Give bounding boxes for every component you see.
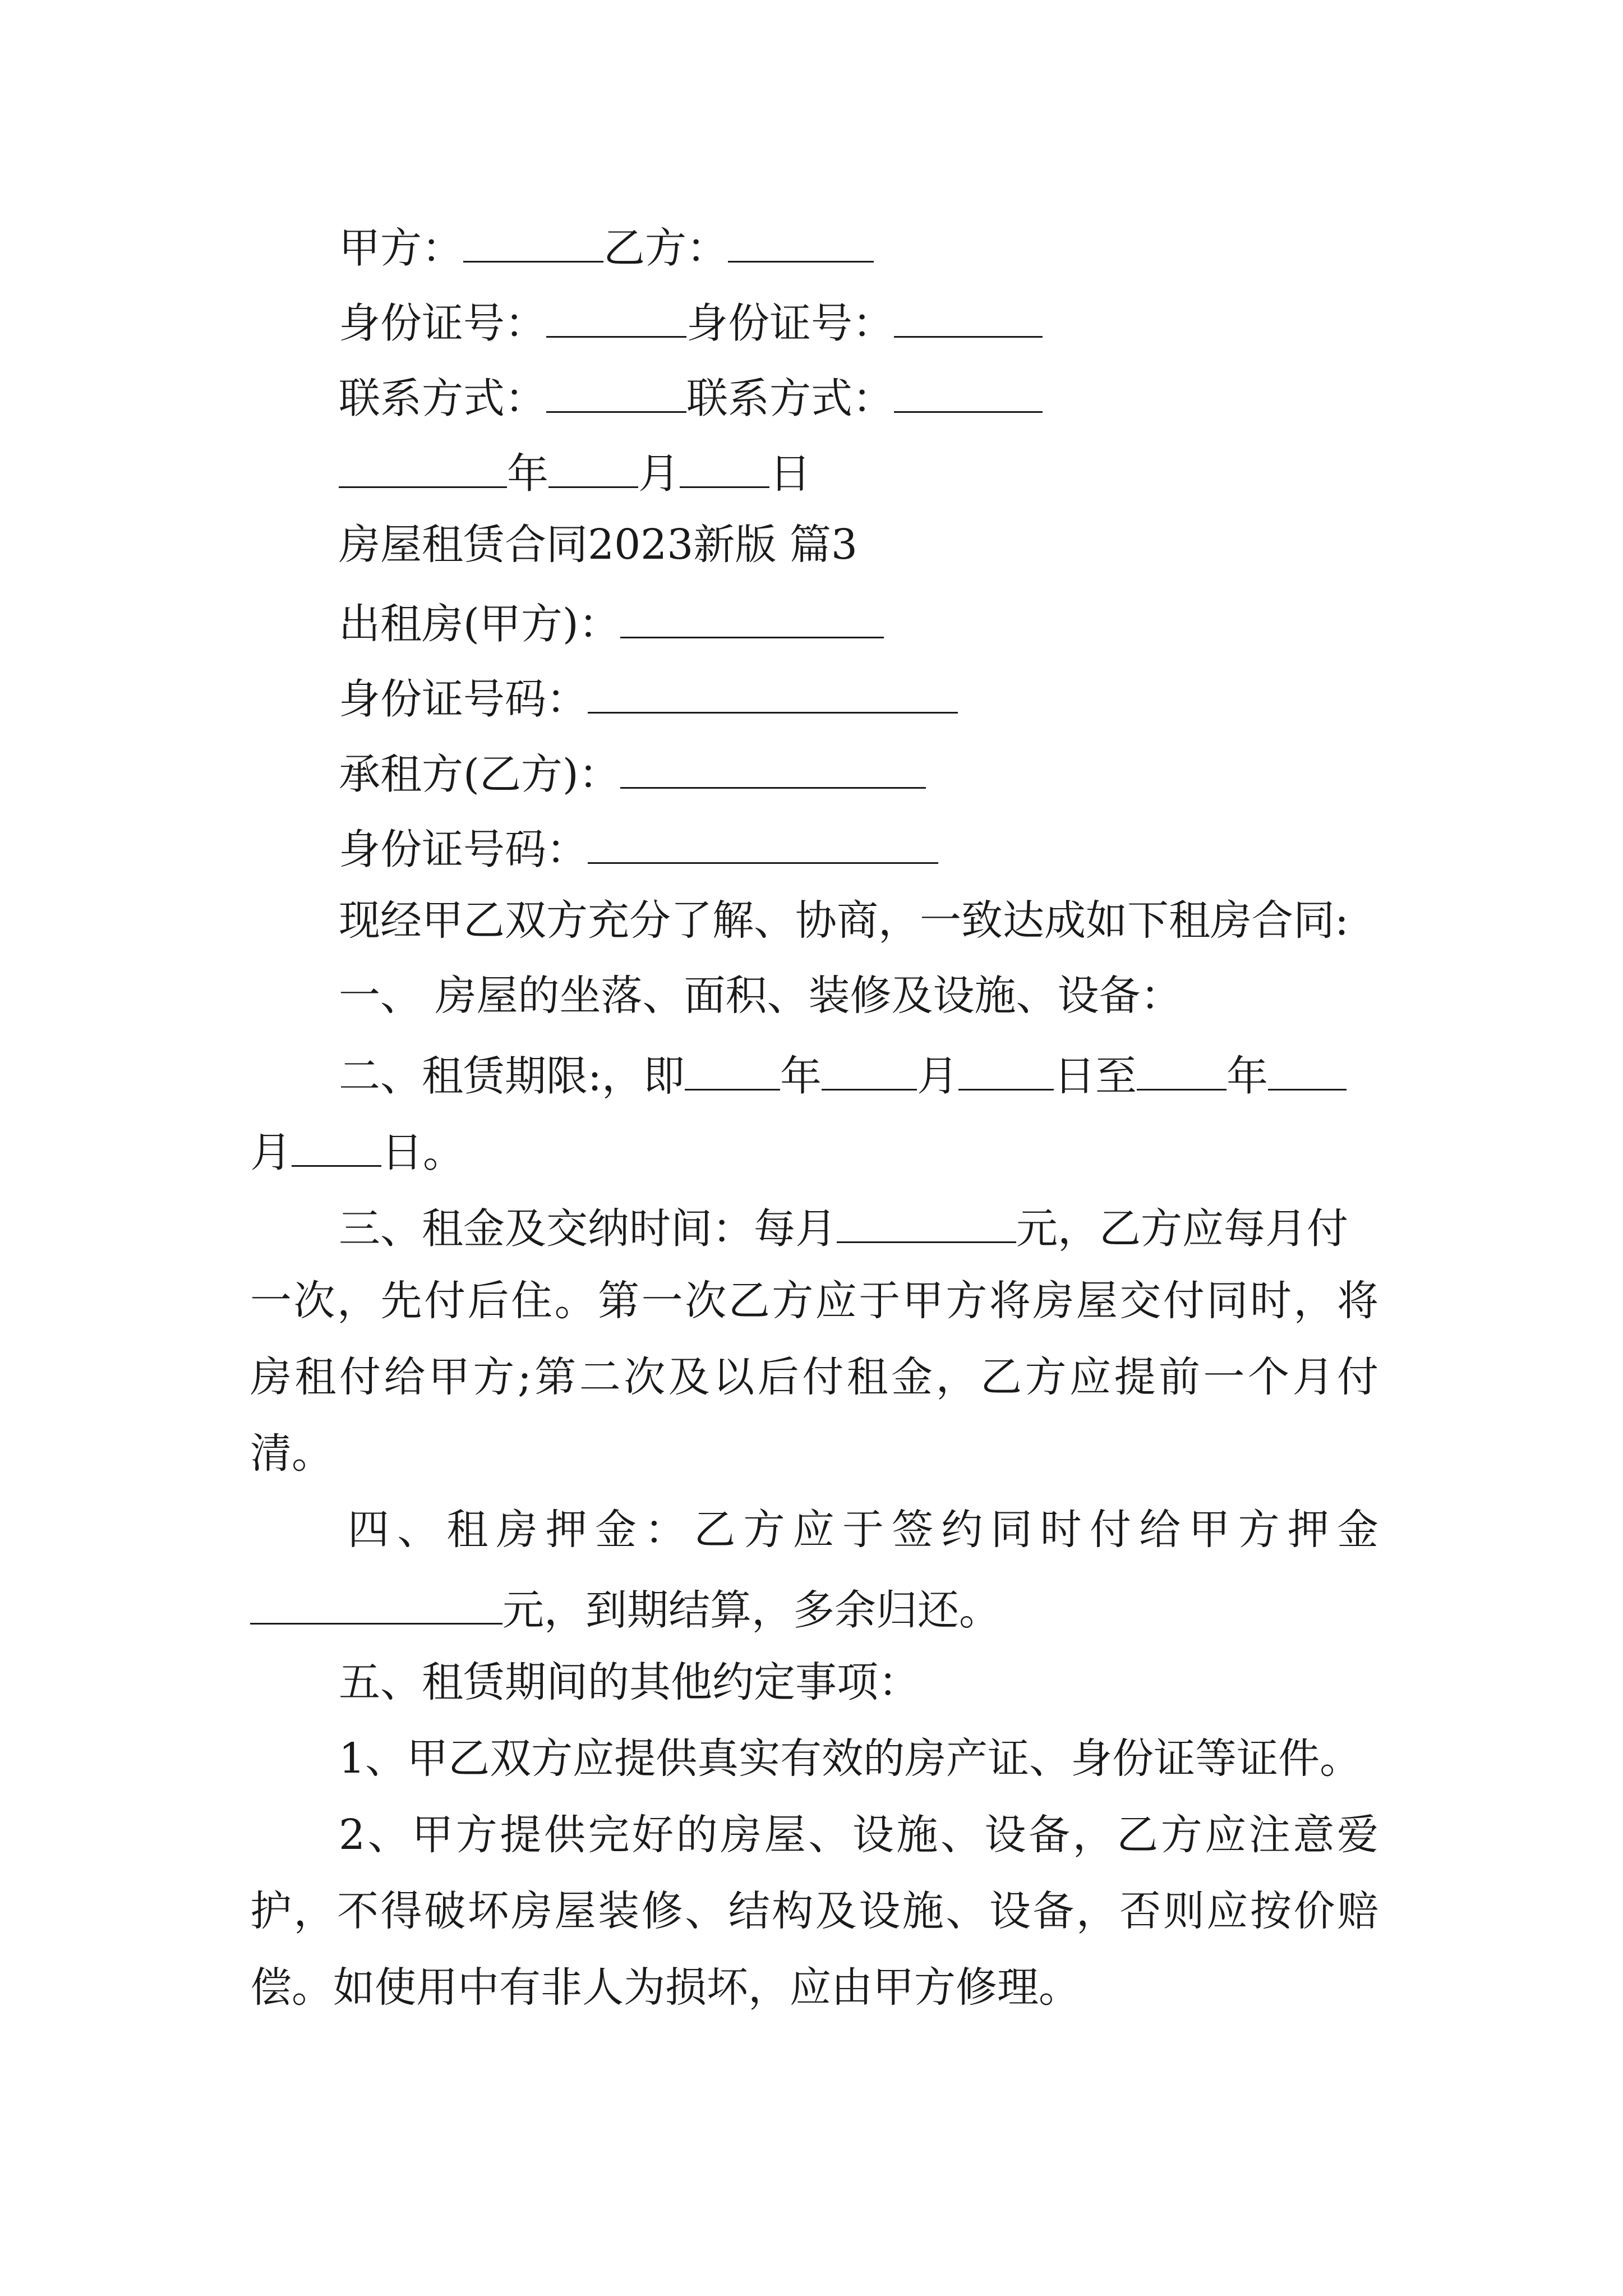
section-4-line-2 (250, 1585, 1000, 1635)
lessor-id-blank (588, 674, 958, 714)
day-blank (680, 449, 769, 488)
party-b-contact-label: 联系方式： (686, 374, 894, 423)
party-a-contact-label: 联系方式： (339, 374, 546, 423)
end-year-blank (1137, 1051, 1227, 1091)
party-b-label: 乙方： (603, 224, 728, 273)
party-b-contact-blank (894, 374, 1043, 413)
party-b-blank (728, 223, 874, 263)
party-b-id-blank (894, 298, 1043, 338)
lessee-line (339, 749, 926, 799)
start-day-blank (958, 1051, 1054, 1091)
contract-title: 房屋租赁合同2023新版 篇3 (339, 521, 857, 569)
lessor-line (339, 599, 884, 648)
deposit-blank (250, 1585, 502, 1625)
contact-line (339, 374, 1043, 423)
lessor-id-line (339, 674, 958, 724)
section-1: 一、 房屋的坐落、面积、装修及设施、设备： (339, 972, 1182, 1020)
rent-blank (837, 1204, 1016, 1243)
end-month-label: 月 (250, 1128, 292, 1177)
lessee-id-blank (588, 825, 938, 864)
year-blank (339, 449, 507, 488)
start-month-label: 月 (916, 1052, 958, 1101)
end-year-label: 年 (1226, 1052, 1268, 1101)
party-a-id-label: 身份证号： (339, 299, 546, 348)
party-a-blank (463, 223, 603, 263)
item-1: 1、甲乙双方应提供真实有效的房产证、身份证等证件。 (339, 1734, 1362, 1783)
end-month-blank-a (1268, 1051, 1347, 1091)
lessor-blank (620, 599, 884, 638)
section-2-line-1 (339, 1051, 1347, 1101)
term-label: 二、租赁期限:，即 (339, 1052, 685, 1101)
party-a-label: 甲方： (339, 224, 463, 273)
lessee-label: 承租方(乙方)： (339, 750, 620, 799)
intro-paragraph: 现经甲乙双方充分了解、协商，一致达成如下租房合同: (339, 896, 1349, 945)
section-3-line-1 (339, 1204, 1348, 1253)
end-day-blank (292, 1128, 381, 1167)
section-5: 五、租赁期间的其他约定事项： (339, 1658, 920, 1706)
deposit-tail: 元，到期结算，多余归还。 (502, 1586, 1000, 1635)
section-3-line-4: 清。 (250, 1429, 333, 1478)
item-2-line-2: 护，不得破坏房屋装修、结构及设施、设备，否则应按价赔 (250, 1887, 1378, 1935)
date-line (339, 449, 811, 498)
start-year-blank (685, 1051, 780, 1091)
start-month-blank (822, 1051, 917, 1091)
month-blank (548, 449, 638, 488)
item-2-line-1: 2、甲方提供完好的房屋、设施、设备，乙方应注意爱 (339, 1811, 1378, 1859)
party-b-id-label: 身份证号： (686, 299, 894, 348)
end-day-label: 日。 (381, 1128, 464, 1177)
year-label: 年 (507, 449, 548, 498)
rent-tail: 元，乙方应每月付 (1016, 1204, 1348, 1253)
section-3-line-3: 房租付给甲方;第二次及以后付租金，乙方应提前一个月付 (250, 1353, 1378, 1401)
day-label: 日 (769, 449, 811, 498)
lessor-id-label: 身份证号码： (339, 675, 588, 724)
party-a-contact-blank (546, 374, 686, 413)
lessee-id-label: 身份证号码： (339, 825, 588, 874)
id-line (339, 298, 1043, 348)
party-a-id-blank (546, 298, 686, 338)
section-3-line-2: 一次，先付后住。第一次乙方应于甲方将房屋交付同时，将 (250, 1277, 1378, 1325)
lessor-label: 出租房(甲方)： (339, 600, 620, 648)
lessee-id-line (339, 825, 938, 874)
party-line (339, 223, 874, 273)
rent-label: 三、租金及交纳时间：每月 (339, 1204, 837, 1253)
section-4-line-1: 四、租房押金：乙方应于签约同时付给甲方押金 (348, 1506, 1378, 1554)
item-2-line-3: 偿。如使用中有非人为损坏，应由甲方修理。 (250, 1963, 1080, 2012)
lessee-blank (620, 749, 926, 789)
month-label: 月 (638, 449, 680, 498)
section-2-line-2 (250, 1128, 464, 1177)
start-day-label: 日至 (1053, 1052, 1137, 1101)
start-year-label: 年 (780, 1052, 822, 1101)
